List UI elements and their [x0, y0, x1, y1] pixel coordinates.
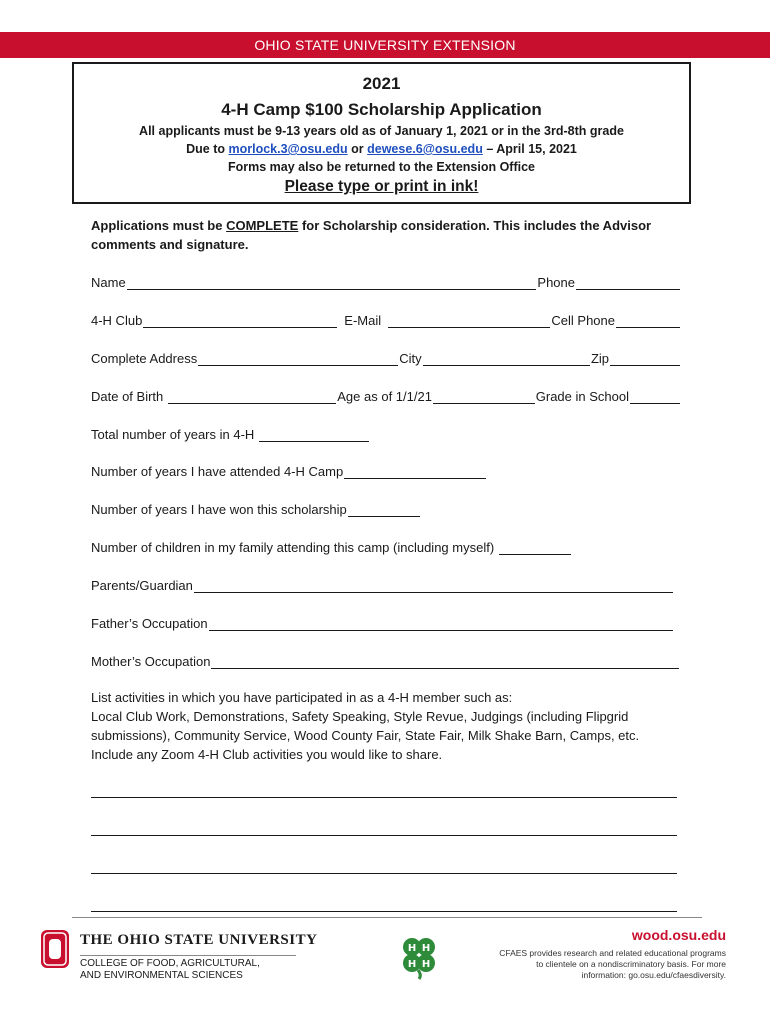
row-name-phone — [91, 272, 681, 290]
svg-text:H: H — [407, 943, 417, 954]
row-years-4h — [91, 424, 681, 442]
row-mother — [91, 651, 681, 669]
years-4h-field[interactable] — [259, 427, 369, 442]
email-link-dewese[interactable]: dewese.6@osu.edu — [367, 142, 483, 156]
zip-label: Zip — [590, 351, 609, 366]
email-link-morlock[interactable]: morlock.3@osu.edu — [228, 142, 348, 156]
eligibility-text: All applicants must be 9-13 years old as of January 1, 2021 or in the 3rd-8th grade — [139, 124, 624, 138]
phone-label: Phone — [537, 275, 575, 290]
dob-field[interactable] — [168, 389, 336, 404]
intro-complete: COMPLETE — [226, 218, 299, 233]
college-name — [80, 955, 296, 982]
activities-answer-line[interactable] — [91, 911, 677, 912]
grade-label: Grade in School — [535, 389, 629, 404]
due-prefix: Due to — [186, 142, 225, 156]
college-line-2: AND ENVIRONMENTAL SCIENCES — [80, 970, 243, 981]
banner-text: OHIO STATE UNIVERSITY EXTENSION — [254, 37, 516, 53]
row-club-email-cell — [91, 310, 681, 328]
row-father — [91, 613, 681, 631]
svg-text:H: H — [421, 959, 431, 970]
svg-text:H: H — [407, 959, 417, 970]
children-field[interactable] — [499, 540, 571, 555]
age-label: Age as of 1/1/21 — [337, 389, 432, 404]
activities-line-2: Local Club Work, Demonstrations, Safety Speaking, Style Revue, Judgings (including Flipgrid — [91, 709, 629, 724]
due-line — [74, 142, 689, 156]
city-field[interactable] — [423, 351, 590, 366]
row-address — [91, 348, 681, 366]
intro-text — [91, 216, 681, 254]
form-year: 2021 — [362, 74, 401, 93]
years-camp-label: Number of years I have attended 4-H Camp — [91, 464, 344, 479]
row-parents — [91, 575, 681, 593]
due-date: – April 15, 2021 — [486, 142, 577, 156]
activities-line-1: List activities in which you have participated in as a 4-H member such as: — [91, 690, 513, 705]
nondiscrimination-note: CFAES provides research and related educational programs to clientele on a nondiscriminatory basis. For more information: go.osu.edu/cfaesdiversity. — [499, 948, 726, 980]
father-field[interactable] — [209, 616, 673, 631]
title-box — [72, 62, 691, 204]
row-dob — [91, 386, 681, 404]
row-years-camp — [91, 461, 681, 479]
cell-field[interactable] — [616, 313, 680, 328]
father-label: Father’s Occupation — [91, 616, 208, 631]
block-o-icon — [40, 929, 70, 969]
intro-part2: for Scholarship consideration. This includes the Advisor comments and signature. — [91, 218, 652, 252]
parents-field[interactable] — [194, 578, 673, 593]
email-label: E-Mail — [344, 313, 382, 328]
dob-label: Date of Birth — [91, 389, 164, 404]
address-label: Complete Address — [91, 351, 198, 366]
activities-answer-line[interactable] — [91, 873, 677, 874]
return-note: Forms may also be returned to the Extension Office — [227, 160, 535, 174]
cell-label: Cell Phone — [551, 313, 615, 328]
activities-line-3: submissions), Community Service, Wood County Fair, State Fair, Milk Shake Barn, Camps, etc. — [91, 728, 640, 743]
activities-answer-line[interactable] — [91, 835, 677, 836]
website-link[interactable]: wood.osu.edu — [631, 927, 726, 943]
activities-instructions — [91, 688, 681, 764]
children-label: Number of children in my family attending this camp (including myself) — [91, 540, 495, 555]
phone-field[interactable] — [576, 275, 680, 290]
email-field[interactable] — [388, 313, 550, 328]
form-title: 4-H Camp $100 Scholarship Application — [221, 100, 542, 119]
four-leaf-clover-icon — [396, 934, 442, 980]
club-label: 4-H Club — [91, 313, 143, 328]
due-or: or — [351, 142, 364, 156]
grade-field[interactable] — [630, 389, 680, 404]
mother-label: Mother’s Occupation — [91, 654, 211, 669]
name-label: Name — [91, 275, 126, 290]
university-name: THE OHIO STATE UNIVERSITY — [80, 932, 318, 948]
parents-label: Parents/Guardian — [91, 578, 193, 593]
activities-answer-line[interactable] — [91, 797, 677, 798]
years-camp-field[interactable] — [344, 464, 486, 479]
mother-field[interactable] — [211, 654, 679, 669]
years-won-label: Number of years I have won this scholarship — [91, 502, 347, 517]
college-line-1: COLLEGE OF FOOD, AGRICULTURAL, — [80, 958, 260, 969]
extension-banner — [0, 32, 770, 58]
age-field[interactable] — [433, 389, 535, 404]
years-won-field[interactable] — [348, 502, 420, 517]
years-4h-label: Total number of years in 4-H — [91, 427, 255, 442]
footer-divider — [72, 917, 702, 918]
city-label: City — [399, 351, 422, 366]
ink-instruction: Please type or print in ink! — [284, 178, 479, 195]
intro-block — [91, 216, 681, 254]
intro-part1: Applications must be — [91, 218, 223, 233]
club-field[interactable] — [143, 313, 337, 328]
zip-field[interactable] — [610, 351, 680, 366]
name-field[interactable] — [127, 275, 537, 290]
address-field[interactable] — [198, 351, 398, 366]
activities-line-4: Include any Zoom 4-H Club activities you would like to share. — [91, 747, 443, 762]
svg-text:H: H — [421, 943, 431, 954]
row-children — [91, 537, 681, 555]
row-years-won — [91, 499, 681, 517]
